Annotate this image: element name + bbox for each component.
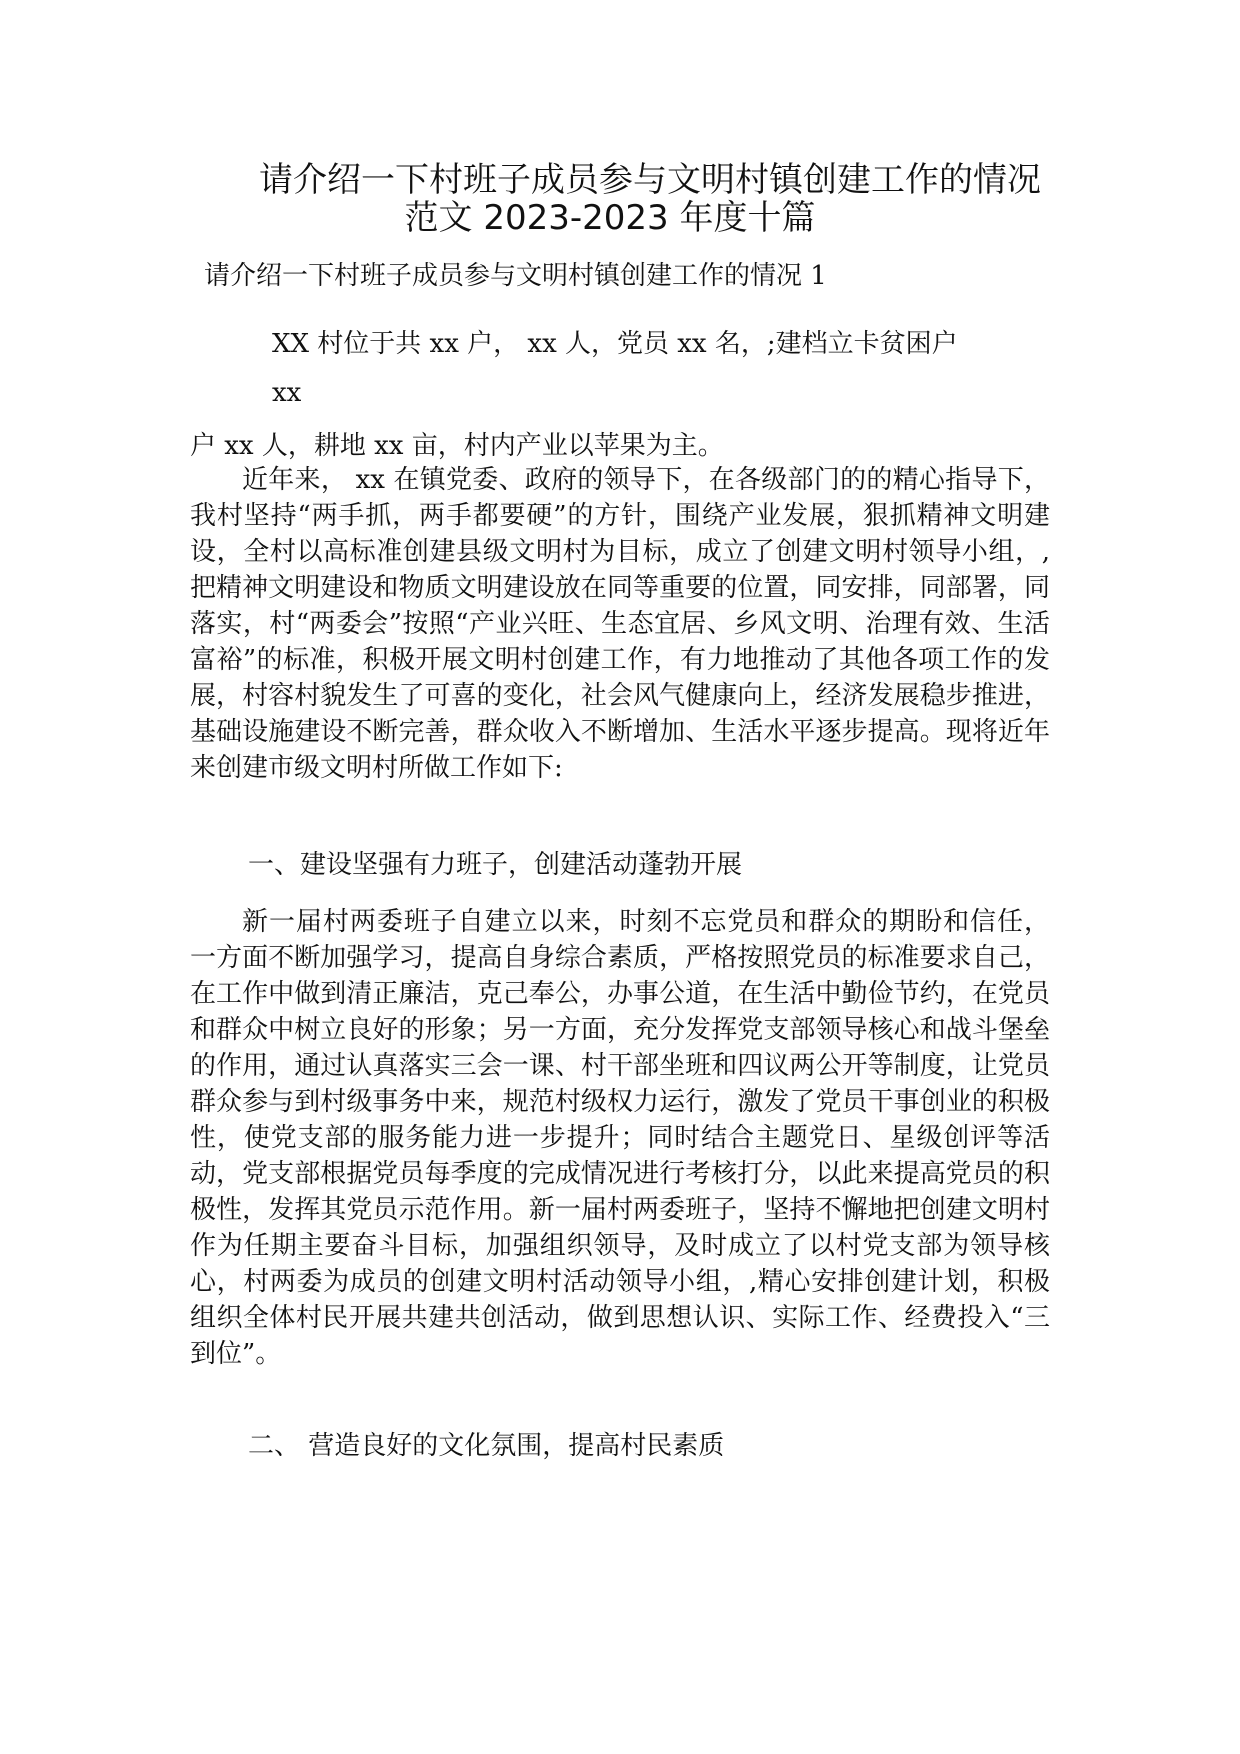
paragraph-2: 新一届村两委班子自建立以来，时刻不忘党员和群众的期盼和信任， 一方面不断加强学习，提高自身综合素质，严格按照党员的标准要求自己，在工作中做到清正廉洁，克己奉公，办事公道，在生活中勤俭节约，在党员和群众中树立良好的形象；另一方面，充分发挥党支部领导核心和战斗堡垒的作用，通过认真落实三会一课、村干部坐班和四议两公开等制度，让党员群众参与到村级事务中来，规范村级权力运行，激发了党员干事创业的积极性，使党支部的服务能力进一步提升；同时结合主题党日、星级创评等活动，党支部根据党员每季度的完成情况进行考核打分，以此来提高党员的积极性，发挥其党员示范作用。新一届村两委班子，坚持不懈地把创建文明村作为任期主要奋斗目标，加强组织领导，及时成立了以村党支部为领导核心，村两委为成员的创建文明村活动领导小组，,精心安排创建计划，积极组织全体村民开展共建共创活动，做到思想认识、实际工作、经费投入“三到位”。 bbox=[190, 907, 1050, 1369]
section-title: 请介绍一下村班子成员参与文明村镇创建工作的情况 1 bbox=[204, 261, 827, 291]
intro-line-2: xx bbox=[272, 378, 302, 408]
heading-2: 二、 营造良好的文化氛围，提高村民素质 bbox=[248, 1431, 725, 1461]
document-title-line-2: 范文 2023-2023 年度十篇 bbox=[404, 198, 816, 238]
document-title-line-1: 请介绍一下村班子成员参与文明村镇创建工作的情况 bbox=[259, 160, 1041, 200]
intro-line-1: XX 村位于共 xx 户， xx 人，党员 xx 名，;建档立卡贫困户 bbox=[272, 329, 958, 359]
heading-1: 一、建设坚强有力班子，创建活动蓬勃开展 bbox=[248, 850, 743, 880]
intro-line-3: 户 xx 人，耕地 xx 亩，村内产业以苹果为主。 bbox=[190, 431, 724, 461]
paragraph-1: 近年来， xx 在镇党委、政府的领导下，在各级部门的的精心指导下，我村坚持“两手抓，两手都要硬”的方针，围绕产业发展，狠抓精神文明建设，全村以高标准创建县级文明村为目标，成立了创建文明村领导小组，,把精神文明建设和物质文明建设放在同等重要的位置，同安排，同部署，同落实，村“两委会”按照“产业兴旺、生态宜居、乡风文明、治理有效、生活富裕”的标准，积极开展文明村创建工作，有力地推动了其他各项工作的发展，村容村貌发生了可喜的变化，社会风气健康向上，经济发展稳步推进，基础设施建设不断完善，群众收入不断增加、生活水平逐步提高。现将近年来创建市级文明村所做工作如下: bbox=[190, 465, 1050, 783]
